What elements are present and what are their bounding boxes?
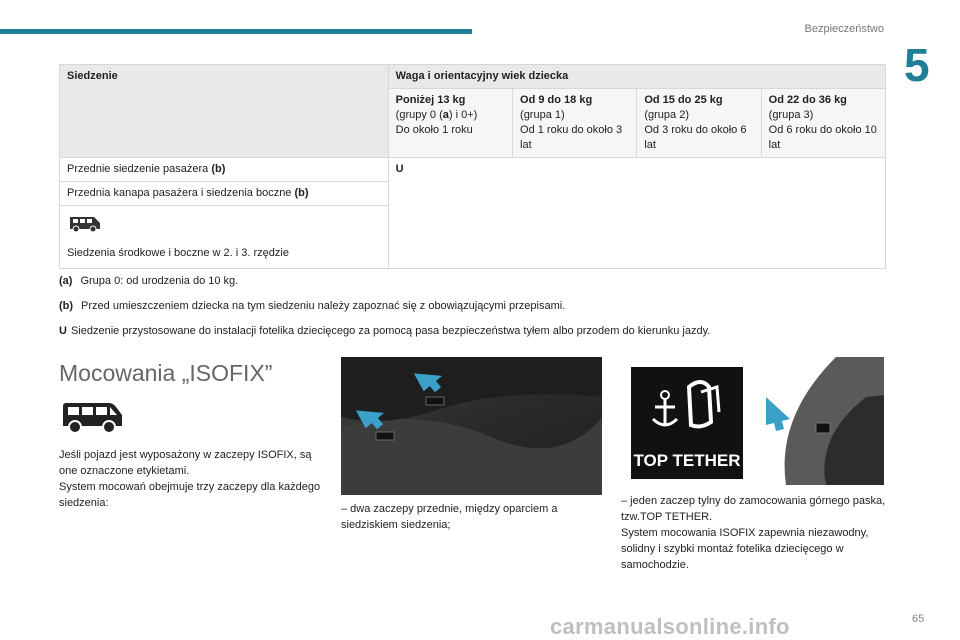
group-header-0: Poniżej 13 kg (grupy 0 (a) i 0+) Do około 1 roku	[388, 89, 512, 158]
group-header-2: Od 15 do 25 kg (grupa 2) Od 3 roku do około 6 lat	[637, 89, 761, 158]
child-seat-table	[59, 64, 886, 269]
isofix-intro: Jeśli pojazd jest wyposażony w zaczepy ISOFIX, są one oznaczone etykietami. System mocowań obejmuje trzy zaczepy dla każdego siedzenia:	[59, 449, 321, 509]
table-notes	[59, 274, 889, 349]
seat-back-illustration	[756, 357, 884, 485]
table-row: Siedzenia środkowe i boczne w 2. i 3. rzędzie	[60, 206, 389, 269]
isofix-heading: Mocowania „ISOFIX”	[59, 360, 273, 386]
top-tether-photo	[621, 357, 884, 485]
group-header-3: Od 22 do 36 kg (grupa 3) Od 6 roku do około 10 lat	[761, 89, 885, 158]
header-accent-bar	[0, 29, 472, 34]
front-anchors-photo	[341, 357, 602, 495]
note-u: U Siedzenie przystosowane do instalacji fotelika dziecięcego za pomocą pasa bezpieczeństwa tyłem albo przodem do kierunku jazdy.	[59, 325, 711, 337]
table-row: Przednie siedzenie pasażera (b)	[60, 158, 389, 182]
watermark: carmanualsonline.info	[550, 614, 790, 639]
table-row: Przednia kanapa pasażera i siedzenia boczne (b)	[60, 182, 389, 206]
table-cell-value: U	[388, 158, 885, 269]
chapter-number: 5	[904, 39, 930, 91]
top-tether-caption: – jeden zaczep tylny do zamocowania górnego paska, tzw.TOP TETHER. System mocowania ISOFIX zapewnia niezawodny, solidny i szybki montaż fotelika dziecięcego w samochodzie.	[621, 495, 886, 571]
seat-illustration	[341, 357, 602, 495]
front-anchors-caption: – dwa zaczepy przednie, między oparciem a siedziskiem siedzenia;	[341, 503, 558, 531]
note-a: (a) Grupa 0: od urodzenia do 10 kg.	[59, 275, 239, 287]
note-b: (b) Przed umieszczeniem dziecka na tym siedzeniu należy zapoznać się z obowiązującymi przepisami.	[59, 300, 566, 312]
seat-column-header: Siedzenie	[60, 65, 389, 158]
section-title: Bezpieczeństwo	[804, 23, 884, 35]
van-icon	[59, 400, 125, 436]
anchor-seat-icon	[631, 367, 743, 447]
group-header-1: Od 9 do 18 kg (grupa 1) Od 1 roku do około 3 lat	[513, 89, 637, 158]
van-icon	[67, 214, 103, 234]
weight-column-header: Waga i orientacyjny wiek dziecka	[388, 65, 885, 89]
top-tether-label: TOP TETHER	[631, 367, 743, 479]
page-number: 65	[912, 613, 925, 625]
arrow-icon	[766, 397, 790, 431]
